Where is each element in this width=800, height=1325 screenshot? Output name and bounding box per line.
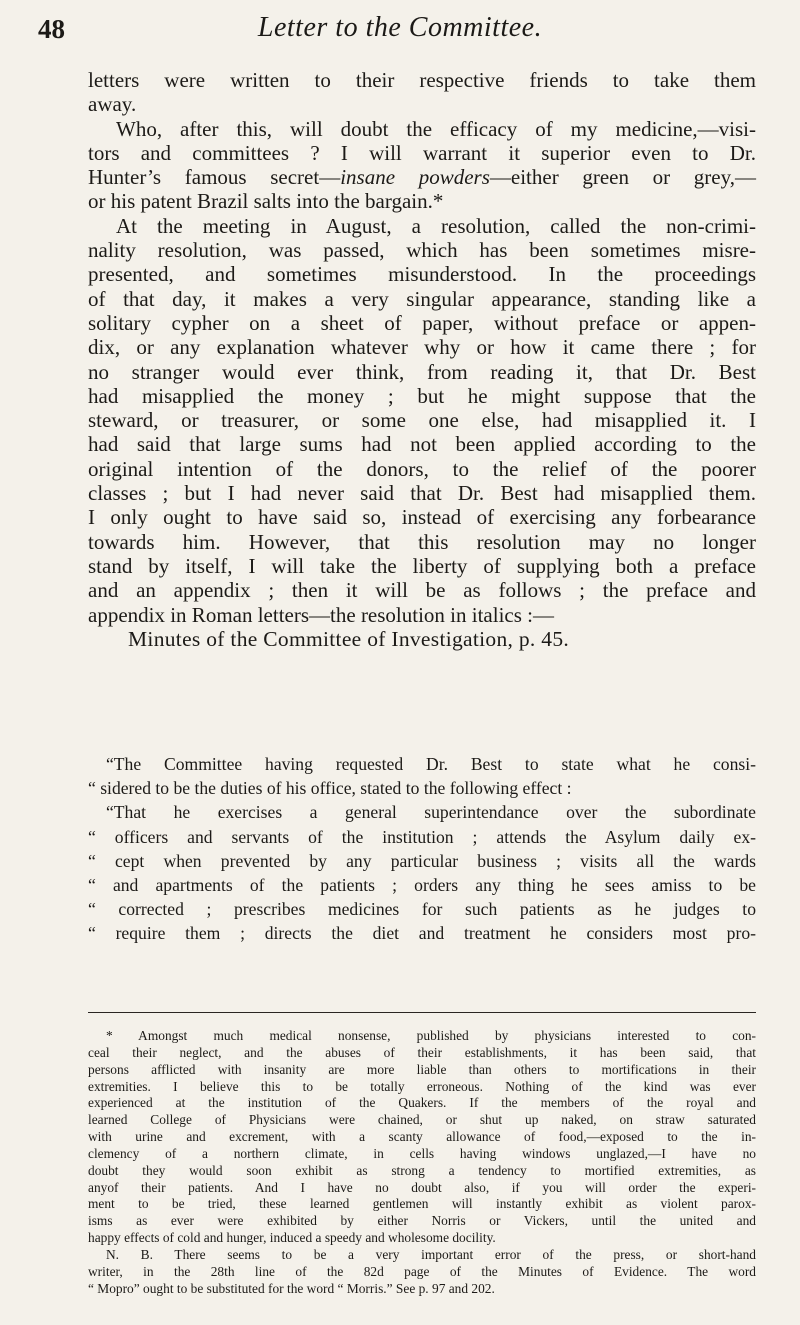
italic-phrase: insane powders xyxy=(340,165,490,190)
footnote-line: persons afflicted with insanity are more liable than others to mortifications in their xyxy=(88,1061,756,1077)
footnote-line: N. B. There seems to be a very important error of the press, or short-hand xyxy=(106,1246,756,1262)
footnote-line: clemency of a northern climate, in cells having windows unglazed,—I have no xyxy=(88,1145,756,1161)
footnote-line: ment to be tried, these learned gentlemen will instantly exhibit as violent parox- xyxy=(88,1196,756,1212)
page-header xyxy=(0,2,800,48)
footnote-line: experienced at the institution of the Quakers. If the members of the royal and xyxy=(88,1095,756,1111)
text-line: had misapplied the money ; but he might suppose that the xyxy=(88,383,756,408)
footnote-line: anyof their patients. And I have no doubt also, if you will order the experi- xyxy=(88,1179,756,1195)
main-text xyxy=(88,68,756,651)
text-line: I only ought to have said so, instead of exercising any forbearance xyxy=(88,505,756,530)
footnote-line: happy effects of cold and hunger, induced a speedy and wholesome docility. xyxy=(88,1230,496,1246)
text-line: tors and committees ? I will warrant it superior even to Dr. xyxy=(88,140,756,165)
quote-line: “ corrected ; prescribes medicines for such patients as he judges to xyxy=(88,899,756,920)
quote-line: “ cept when prevented by any particular business ; visits all the wards xyxy=(88,850,756,871)
text-line: and an appendix ; then it will be as follows ; the preface and xyxy=(88,578,756,603)
text-line: classes ; but I had never said that Dr. Best had misapplied them. xyxy=(88,481,756,506)
text-line: At the meeting in August, a resolution, called the non-crimi- xyxy=(116,213,756,238)
text-line: had said that large sums had not been applied according to the xyxy=(88,432,756,457)
quote-line: “That he exercises a general superintendance over the subordinate xyxy=(106,802,756,823)
quote-line: “ sidered to be the duties of his office, stated to the following effect : xyxy=(88,778,572,799)
quote-line: “The Committee having requested Dr. Best to state what he consi- xyxy=(106,754,756,774)
footnote-line: writer, in the 28th line of the 82d page of the Minutes of Evidence. The word xyxy=(88,1263,756,1279)
text-line: appendix in Roman letters—the resolution in italics :— xyxy=(88,602,554,627)
text-line: presented, and sometimes misunderstood. In the proceedings xyxy=(88,262,756,287)
text-line: no stranger would ever think, from reading it, that Dr. Best xyxy=(88,359,756,384)
text-line: stand by itself, I will take the liberty of supplying both a preface xyxy=(88,553,756,578)
text-line: solitary cypher on a sheet of paper, without preface or appen- xyxy=(88,310,756,335)
text-line: Hunter’s famous secret—insane powders—either green or grey,— xyxy=(88,165,757,190)
text-line: dix, or any explanation whatever why or how it came there ; for xyxy=(88,335,756,360)
footnote-line: extremities. I believe this to be totally erroneous. Nothing of the kind was ever xyxy=(88,1078,756,1094)
footnote-line: learned College of Physicians were chained, or shut up naked, on straw saturated xyxy=(88,1112,756,1128)
text-line: steward, or treasurer, or some one else, had misapplied it. I xyxy=(88,408,756,433)
footnote-line: with urine and excrement, with a scanty allowance of food,—exposed to the in- xyxy=(88,1129,756,1145)
quote-line: “ require them ; directs the diet and treatment he considers most pro- xyxy=(88,923,756,944)
running-title: Letter to the Committee. xyxy=(257,12,543,43)
quote-line: “ officers and servants of the institution ; attends the Asylum daily ex- xyxy=(88,826,756,847)
text-line: or his patent Brazil salts into the bargain.* xyxy=(88,189,444,214)
minutes-heading: Minutes of the Committee of Investigation, p. 45. xyxy=(128,626,570,651)
footnote-line: “ Mopro” ought to be substituted for the word “ Morris.” See p. 97 and 202. xyxy=(88,1280,495,1296)
quote-line: “ and apartments of the patients ; orders any thing he sees amiss to be xyxy=(88,874,756,895)
footnote xyxy=(88,1028,756,1298)
text-line: towards him. However, that this resolution may no longer xyxy=(88,529,756,554)
footnote-divider xyxy=(88,1012,756,1013)
minutes-quote xyxy=(88,752,756,946)
text-line: original intention of the donors, to the relief of the poorer xyxy=(88,456,756,481)
text-line: of that day, it makes a very singular appearance, standing like a xyxy=(88,286,756,311)
text-line: letters were written to their respective friends to take them xyxy=(88,68,756,92)
footnote-line: * Amongst much medical nonsense, published by physicians interested to con- xyxy=(106,1028,756,1043)
footnote-line: ceal their neglect, and the abuses of their establishments, it has been said, that xyxy=(88,1044,756,1060)
text-line: away. xyxy=(88,92,137,117)
page-number: 48 xyxy=(38,14,65,44)
text-line: nality resolution, was passed, which has been sometimes misre- xyxy=(88,238,756,263)
text-line: Who, after this, will doubt the efficacy of my medicine,—visi- xyxy=(116,116,756,141)
footnote-line: isms as ever were exhibited by either Norris or Vickers, until the united and xyxy=(88,1213,756,1229)
footnote-line: doubt they would soon exhibit as strong a tendency to mortified extremities, as xyxy=(88,1162,756,1178)
